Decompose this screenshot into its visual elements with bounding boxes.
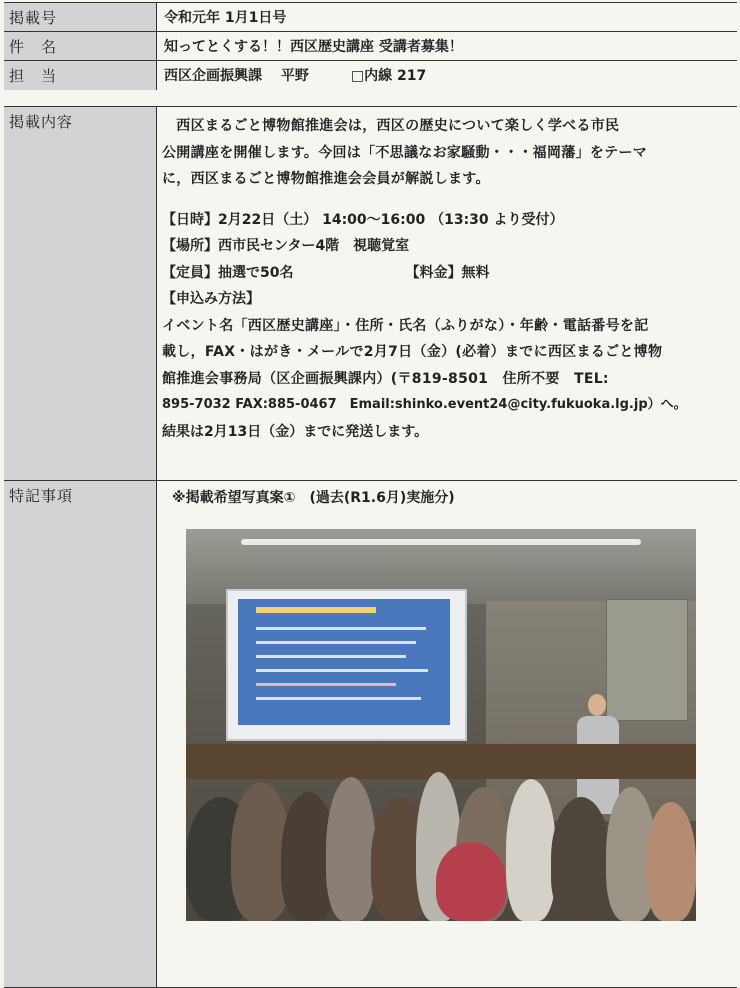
row-contact (4, 60, 737, 90)
header-cell (4, 107, 157, 481)
label-content: 掲載内容 (9, 113, 74, 131)
lecture-photo (186, 529, 696, 921)
place-line: 【場所】西市民センター4階 視聴覚室 (162, 238, 410, 254)
intro-line-3: に，西区まるごと博物館推進会会員が解説します。 (162, 171, 490, 187)
audience-member (551, 797, 611, 921)
slide-text-line (256, 655, 406, 658)
projection-screen (226, 589, 467, 741)
header-cell (4, 481, 157, 987)
slide-text-line (256, 641, 416, 644)
intro-line-2: 公開講座を開催します。今回は「不思議なお家騒動・・・福岡藩」をテーマ (162, 144, 648, 161)
value-subject: 知ってとくする！！西区歴史講座 受講者募集！ (164, 39, 463, 55)
apply-line-1: イベント名「西区歴史講座」・住所・氏名（ふりがな）・年齢・電話番号を記 (162, 317, 649, 334)
header-cell (4, 32, 157, 61)
audience-member (506, 779, 556, 921)
row-notes (4, 480, 737, 988)
apply-heading: 【申込み方法】 (162, 291, 260, 307)
value-issue: 令和元年 1月1日号 (164, 10, 287, 26)
value-contact: 西区企画振興課 平野 □内線 217 (164, 68, 427, 84)
application-form (4, 2, 737, 986)
audience-member (646, 802, 696, 921)
audience (186, 767, 696, 921)
label-contact: 担 当 (9, 67, 58, 85)
fee-text: 【料金】無料 (405, 264, 490, 281)
apply-line-2: 載し，FAX・はがき・メールで2月7日（金）(必着）までに西区まるごと博物 (162, 344, 663, 360)
ceiling-light (241, 539, 641, 545)
capacity-text: 【定員】抽選で50名 (162, 264, 294, 281)
label-notes: 特記事項 (9, 487, 74, 505)
slide-text-line (256, 627, 426, 630)
row-issue (4, 2, 737, 32)
apply-line-5: 結果は2月13日（金）までに発送します。 (162, 423, 429, 440)
intro-line-1: 西区まるごと博物館推進会は，西区の歴史について楽しく学べる市民 (162, 118, 620, 134)
header-cell (4, 61, 157, 90)
apply-line-3: 館推進会事務局（区企画振興課内）(〒819-8501 住所不要 TEL: (162, 370, 609, 387)
slide-text-line (256, 697, 421, 700)
row-content (4, 106, 737, 481)
slide (238, 599, 450, 725)
label-subject: 件 名 (9, 38, 58, 56)
slide-text-line (256, 669, 428, 672)
photo-caption: ※掲載希望写真案① (過去(R1.6月)実施分) (172, 490, 455, 506)
audience-member (436, 842, 506, 921)
slide-title-bar (256, 607, 376, 613)
slide-text-line (256, 683, 396, 686)
header-cell (4, 3, 157, 32)
apply-line-4: 895-7032 FAX:885-0467 Email:shinko.event24@city.fukuoka.lg.jp）へ。 (162, 397, 687, 412)
capacity-fee-line (162, 260, 738, 287)
audience-member (326, 777, 376, 921)
row-subject (4, 31, 737, 61)
label-issue: 掲載号 (9, 9, 58, 27)
date-line: 【日時】2月22日（土） 14:00～16:00 （13:30 より受付） (162, 211, 564, 228)
speaker-head (588, 694, 606, 716)
content-body (162, 113, 738, 445)
